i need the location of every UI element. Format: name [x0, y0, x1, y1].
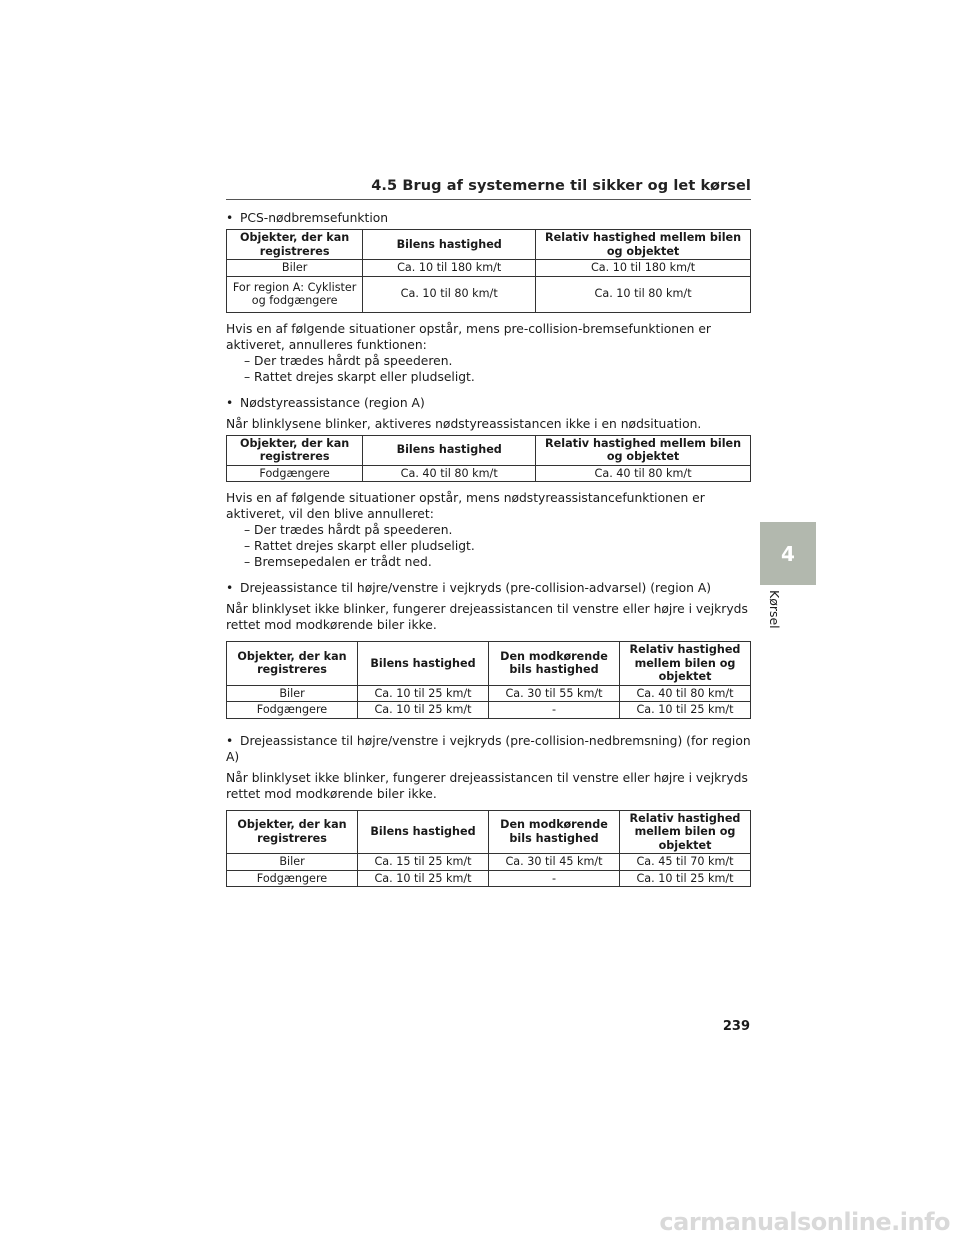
col-vehicle-speed: Bilens hastighed: [363, 230, 536, 260]
table-header-row: Objekter, der kan registreres Bilens hastighed Relativ hastighed mellem bilen og objektet: [227, 435, 751, 465]
table-turn-braking: [226, 810, 751, 888]
steer-intro: Når blinklysene blinker, aktiveres nødstyreassistancen ikke i en nødsituation.: [226, 416, 702, 431]
table-turn-warning: [226, 641, 751, 719]
table-header-row: Objekter, der kan registreres Bilens hastighed Den modkørende bils hastighed Relativ hastighed mellem bilen og objektet: [227, 810, 751, 854]
table-row: Fodgængere Ca. 10 til 25 km/t - Ca. 10 til 25 km/t: [227, 702, 751, 719]
watermark: carmanualsonline.info: [659, 1208, 950, 1236]
table-row: For region A: Cyklister og fodgængere Ca. 10 til 80 km/t Ca. 10 til 80 km/t: [227, 276, 751, 312]
bullet-dot: •: [226, 395, 234, 410]
list-item: – Der trædes hårdt på speederen.: [244, 353, 453, 368]
bullet-turn-braking: • Drejeassistance til højre/venstre i vejkryds (pre-collision-nedbremsning) (for region A): [226, 733, 751, 764]
bullet-turn-warning: • Drejeassistance til højre/venstre i vejkryds (pre-collision-advarsel) (region A): [226, 581, 712, 595]
section-header: 4.5 Brug af systemerne til sikker og let kørsel: [371, 178, 751, 194]
pcs-cancel-text: Hvis en af følgende situationer opstår, mens pre-collision-bremsefunktionen er aktiveret, annulleres funktionen:: [226, 321, 711, 352]
table-row: Fodgængere Ca. 10 til 25 km/t - Ca. 10 til 25 km/t: [227, 870, 751, 887]
turn-braking-intro: Når blinklyset ikke blinker, fungerer drejeassistancen til venstre eller højre i vejkryds rettet mod modkørende biler ikke.: [226, 770, 748, 801]
list-item: – Bremsepedalen er trådt ned.: [244, 555, 432, 569]
page-content: [226, 210, 752, 895]
bullet-dot: •: [226, 581, 234, 595]
bullet-steer: • Nødstyreassistance (region A): [226, 395, 425, 410]
page-number: 239: [722, 1019, 750, 1034]
bullet-dot: •: [226, 211, 234, 225]
list-item: – Der trædes hårdt på speederen.: [244, 523, 453, 537]
list-item: – Rattet drejes skarpt eller pludseligt.: [244, 369, 475, 384]
table-header-row: [227, 230, 751, 260]
table-pcs: [226, 229, 751, 313]
steer-cancel-text: Hvis en af følgende situationer opstår, mens nødstyreassistancefunktionen er aktiveret, vil den blive annulleret:: [226, 491, 705, 521]
header-rule: [226, 199, 751, 200]
turn-warning-intro: Når blinklyset ikke blinker, fungerer drejeassistancen til venstre eller højre i vejkryds rettet mod modkørende biler ikke.: [226, 602, 748, 632]
chapter-tab: 4: [760, 522, 816, 585]
col-relative-speed: Relativ hastighed mellem bilen og objektet: [536, 230, 751, 260]
col-objects: Objekter, der kan registreres: [227, 230, 363, 260]
bullet-dot: •: [226, 733, 234, 748]
table-row: Biler Ca. 10 til 180 km/t Ca. 10 til 180 km/t: [227, 260, 751, 277]
table-row: Biler Ca. 15 til 25 km/t Ca. 30 til 45 km/t Ca. 45 til 70 km/t: [227, 854, 751, 871]
table-steer: [226, 435, 751, 483]
bullet-pcs: • PCS-nødbremsefunktion: [226, 211, 389, 225]
chapter-label: Kørsel: [767, 590, 782, 629]
table-header-row: Objekter, der kan registreres Bilens hastighed Den modkørende bils hastighed Relativ hastighed mellem bilen og objektet: [227, 642, 751, 686]
list-item: – Rattet drejes skarpt eller pludseligt.: [244, 539, 475, 553]
table-row: Biler Ca. 10 til 25 km/t Ca. 30 til 55 km/t Ca. 40 til 80 km/t: [227, 685, 751, 702]
table-row: Fodgængere Ca. 40 til 80 km/t Ca. 40 til 80 km/t: [227, 465, 751, 482]
